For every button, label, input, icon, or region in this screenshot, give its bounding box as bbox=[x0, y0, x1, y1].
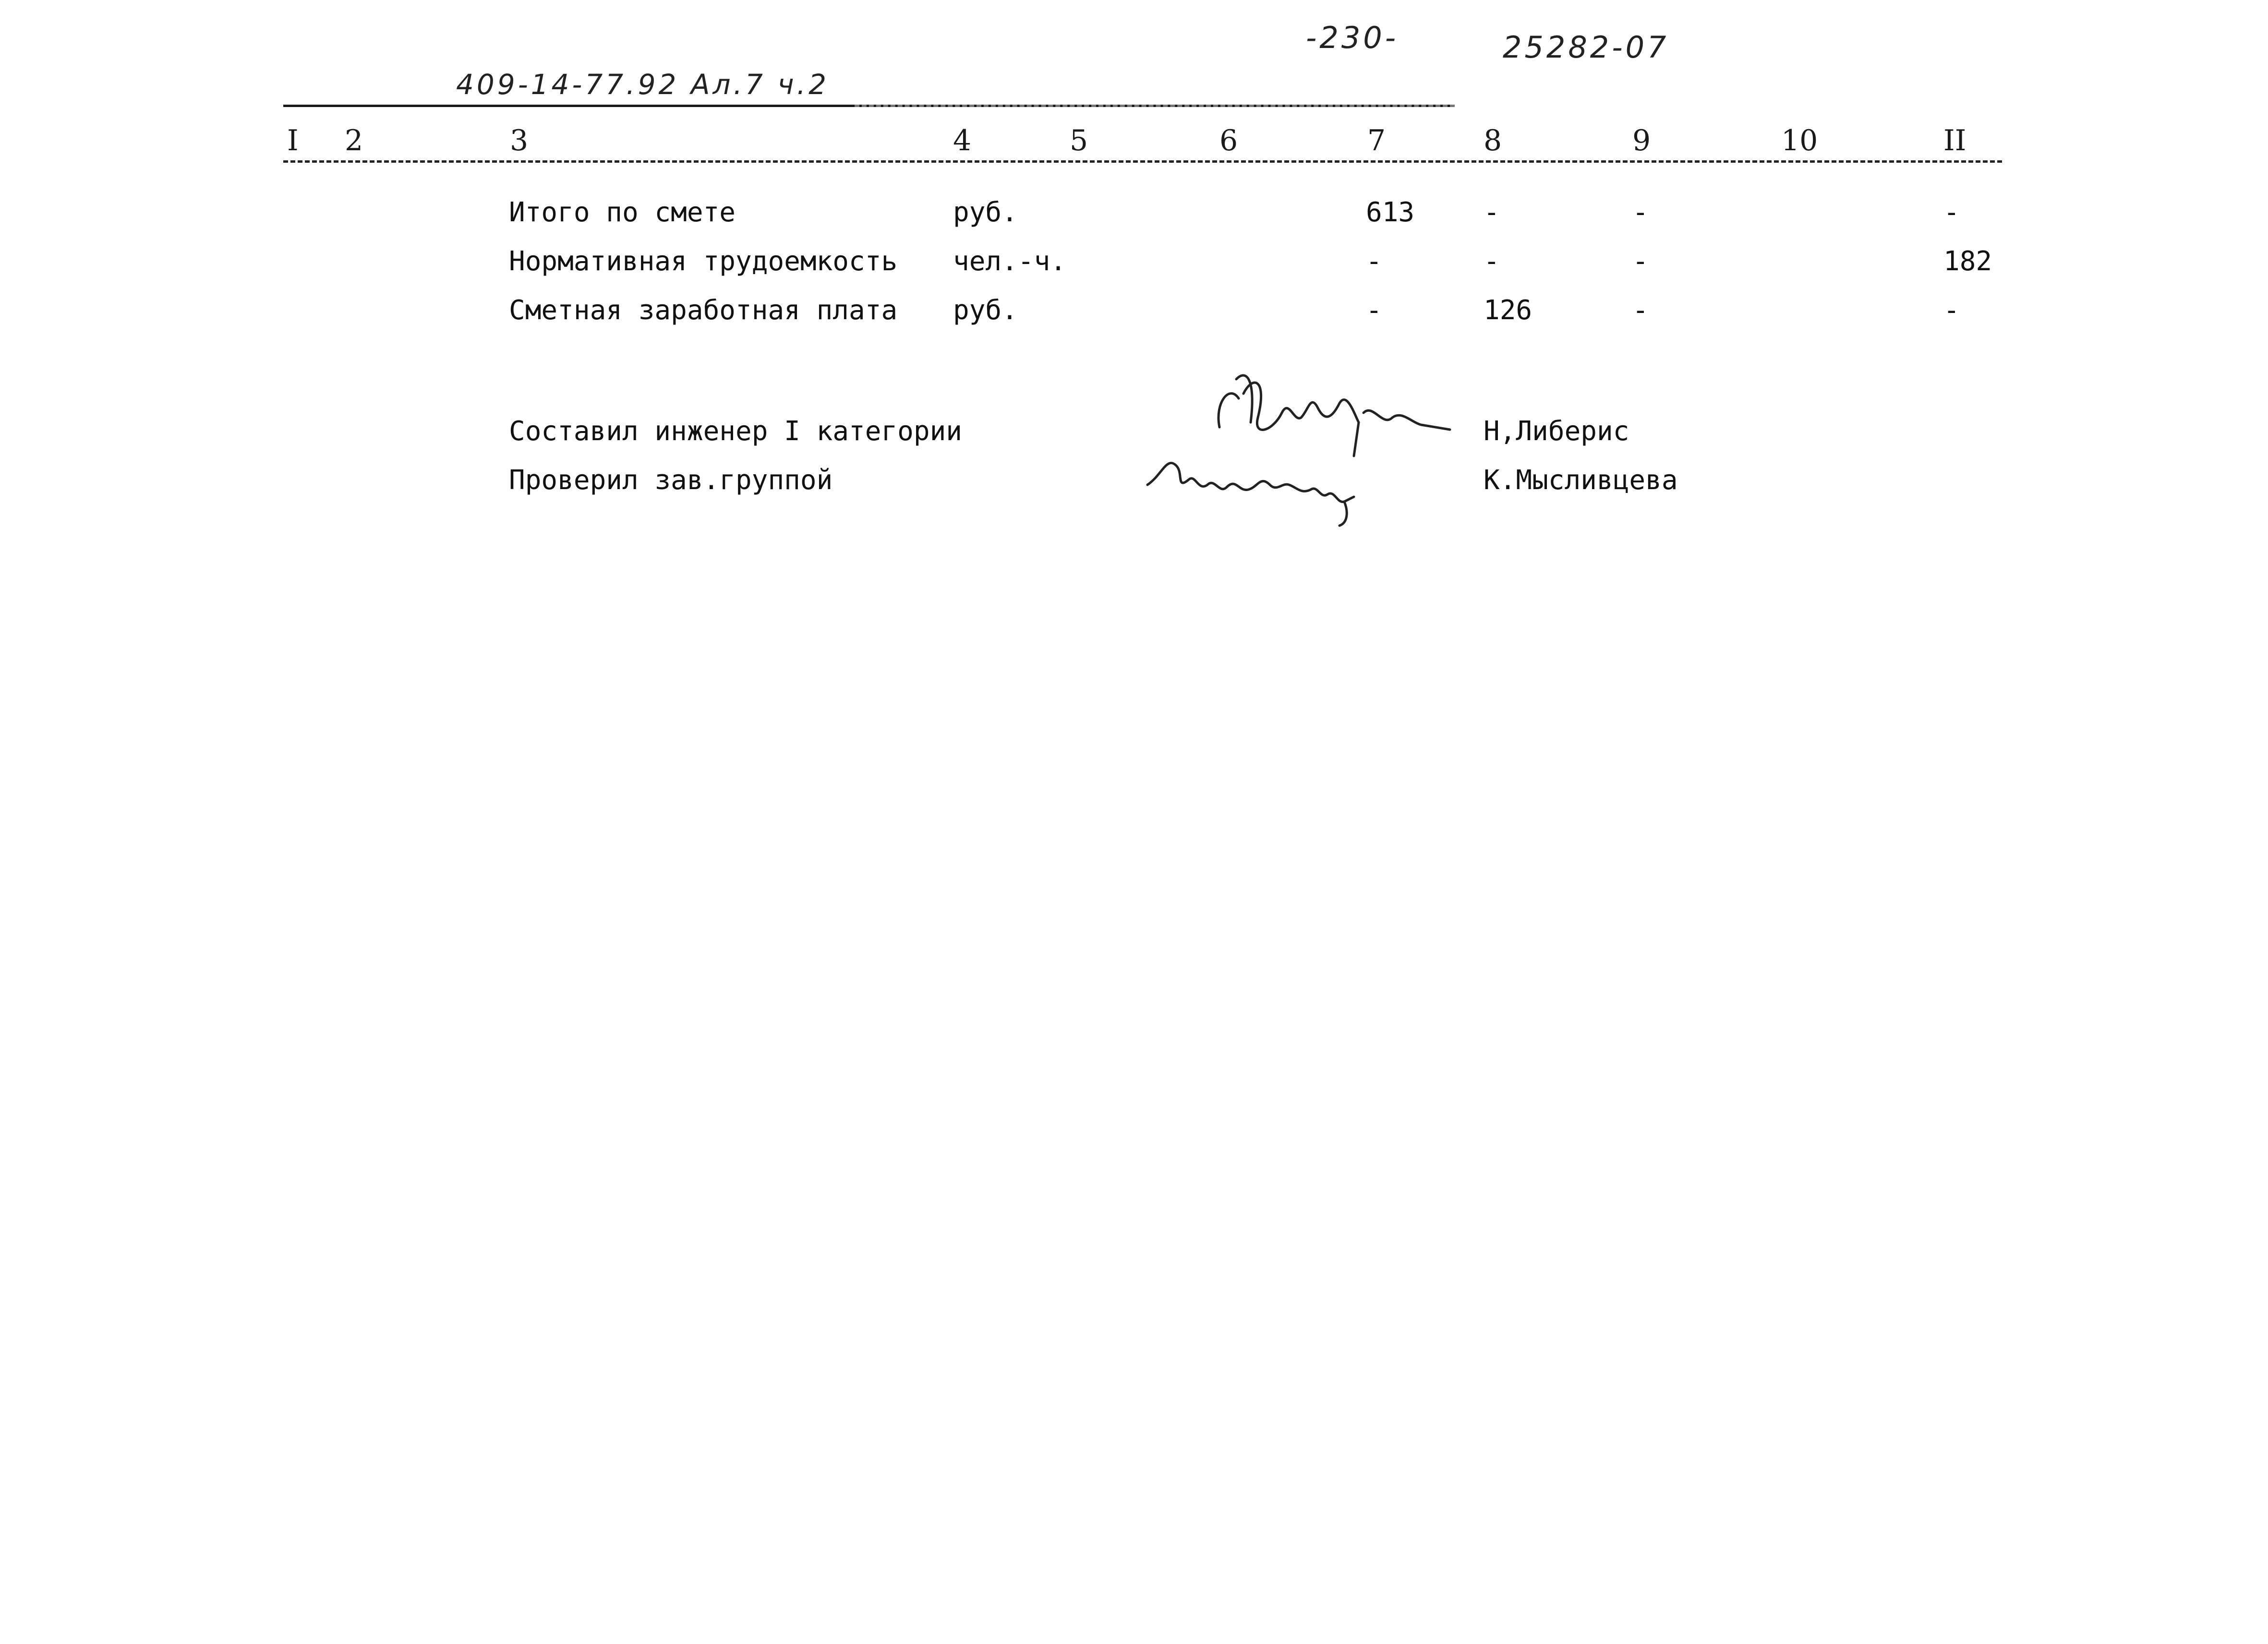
row-col7: - bbox=[1366, 246, 1382, 277]
compiled-by-name: Н,Либерис bbox=[1484, 416, 1629, 447]
row-col11: - bbox=[1943, 295, 1960, 326]
row-col11: 182 bbox=[1943, 246, 1992, 277]
document-number: 409-14-77.92 Ал.7 ч.2 bbox=[456, 68, 829, 101]
row-col9: - bbox=[1632, 197, 1649, 228]
row-unit: чел.-ч. bbox=[953, 246, 1067, 277]
row-unit: руб. bbox=[953, 197, 1018, 228]
row-col8: - bbox=[1484, 197, 1500, 228]
row-col9: - bbox=[1632, 246, 1649, 277]
column-number-10: 10 bbox=[1781, 124, 1818, 157]
checked-by-name: К.Мысливцева bbox=[1484, 465, 1678, 496]
column-number-4: 4 bbox=[953, 124, 972, 157]
page-number: -230- bbox=[1306, 20, 1399, 55]
row-col7: - bbox=[1366, 295, 1382, 326]
row-col8: - bbox=[1484, 246, 1500, 277]
row-unit: руб. bbox=[953, 295, 1018, 326]
row-name: Нормативная трудоемкость bbox=[509, 246, 898, 277]
column-number-6: 6 bbox=[1219, 124, 1238, 157]
row-col7: 613 bbox=[1366, 197, 1415, 228]
column-number-5: 5 bbox=[1070, 124, 1088, 157]
header-bottom-rule bbox=[283, 160, 2002, 163]
column-number-2: 2 bbox=[345, 124, 363, 157]
header-top-rule-dashed bbox=[855, 105, 1455, 107]
row-col11: - bbox=[1943, 197, 1960, 228]
row-col8: 126 bbox=[1484, 295, 1532, 326]
column-number-11: II bbox=[1943, 124, 1966, 157]
column-number-1: I bbox=[287, 124, 299, 157]
checked-by-role: Проверил зав.группой bbox=[509, 465, 833, 496]
row-name: Сметная заработная плата bbox=[509, 295, 898, 326]
series-code: 25282-07 bbox=[1503, 30, 1669, 65]
compiled-by-role: Составил инженер I категории bbox=[509, 416, 963, 447]
row-name: Итого по смете bbox=[509, 197, 736, 228]
signature-checker bbox=[1143, 446, 1392, 528]
row-col9: - bbox=[1632, 295, 1649, 326]
column-number-9: 9 bbox=[1632, 124, 1651, 157]
column-number-3: 3 bbox=[510, 124, 529, 157]
column-number-8: 8 bbox=[1484, 124, 1502, 157]
column-number-7: 7 bbox=[1367, 124, 1386, 157]
